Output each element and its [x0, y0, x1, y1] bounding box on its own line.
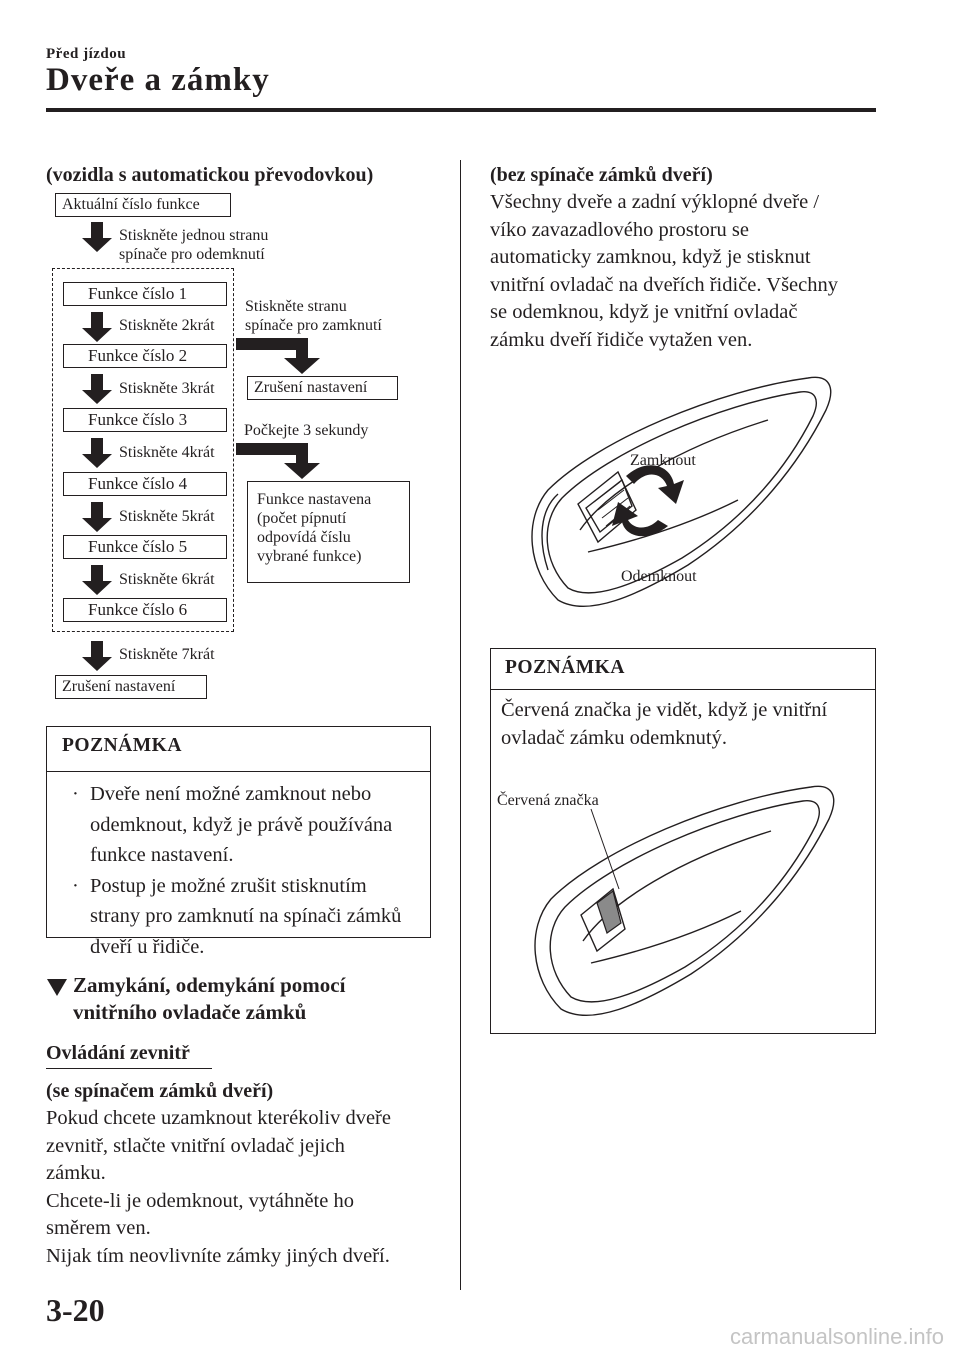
note-item [62, 779, 427, 871]
function-box-2: Funkce číslo 2 [63, 344, 227, 368]
with-switch-line-4: Chcete-li je odemknout, vytáhněte ho [46, 1189, 354, 1212]
with-switch-paragraph [46, 1105, 451, 1270]
sub-heading: Ovládání zevnitř [46, 1042, 190, 1064]
down-arrow-icon [82, 438, 112, 468]
note-heading: POZNÁMKA [62, 735, 182, 756]
auto-transmission-heading: (vozidla s automatickou převodovkou) [46, 164, 374, 186]
page-title: Dveře a zámky [46, 62, 270, 98]
section-heading-line-1: Zamykání, odemykání pomocí [73, 973, 346, 997]
note-divider-right [491, 689, 875, 690]
press-unlock-label [119, 226, 268, 264]
function-box-4: Funkce číslo 4 [63, 472, 227, 496]
press-5-label: Stiskněte 5krát [119, 508, 215, 525]
note-item [62, 871, 427, 963]
function-box-5: Funkce číslo 5 [63, 535, 227, 559]
without-switch-line-5: se odemknou, když je vnitřní ovladač [490, 301, 798, 323]
sub-heading-underline [46, 1068, 212, 1069]
function-box-3: Funkce číslo 3 [63, 408, 227, 432]
section-heading-line-2: vnitřního ovladače zámků [73, 1000, 307, 1024]
with-switch-heading: (se spínačem zámků dveří) [46, 1080, 274, 1102]
note-item-1-line-3: funkce nastavení. [90, 844, 234, 866]
down-arrow-icon [82, 502, 112, 532]
without-switch-heading: (bez spínače zámků dveří) [490, 164, 713, 186]
bent-arrow-icon [236, 443, 322, 479]
down-arrow-icon [82, 374, 112, 404]
door-handle-red-mark-illustration [521, 779, 861, 1019]
without-switch-paragraph [490, 189, 880, 354]
press-7-label: Stiskněte 7krát [119, 646, 215, 663]
without-switch-line-2: víko zavazadlového prostoru se [490, 218, 750, 241]
press-4-label: Stiskněte 4krát [119, 444, 215, 461]
press-lock-line-1: Stiskněte stranu [245, 298, 347, 315]
function-box-6: Funkce číslo 6 [63, 598, 227, 622]
with-switch-line-6: Nijak tím neovlivníte zámky jiných dveří. [46, 1244, 390, 1267]
without-switch-line-4: vnitřní ovladač na dveřích řidiče. Všechny [490, 273, 838, 296]
triangle-marker-icon [47, 979, 67, 997]
function-set-line-1: Funkce nastavena [257, 491, 372, 508]
page-number: 3-20 [46, 1292, 105, 1328]
note-item-2-line-3: dveří u řidiče. [90, 935, 205, 958]
note-item-2-line-2: strany pro zamknutí na spínači zámků [90, 905, 402, 927]
with-switch-line-1: Pokud chcete uzamknout kterékoliv dveře [46, 1107, 391, 1129]
down-arrow-icon [82, 222, 112, 252]
note-box-left [46, 726, 431, 958]
note-item-1-line-1: · Dveře není možné zamknout nebo [90, 783, 372, 805]
note-text-right [501, 697, 871, 752]
function-set-line-4: vybrané funkce) [257, 548, 362, 565]
with-switch-line-3: zámku. [46, 1162, 106, 1184]
press-3-label: Stiskněte 3krát [119, 380, 215, 397]
function-box-1: Funkce číslo 1 [63, 282, 227, 306]
note-item-1-line-2: odemknout, když je právě používána [90, 813, 393, 836]
lock-label: Zamknout [630, 452, 696, 469]
note-list [62, 779, 427, 962]
without-switch-line-6: zámku dveří řidiče vytažen ven. [490, 328, 753, 351]
note-heading-right: POZNÁMKA [505, 657, 625, 678]
title-divider [46, 108, 876, 112]
press-2-label: Stiskněte 2krát [119, 317, 215, 334]
section-label: Před jízdou [46, 46, 127, 62]
cancel-setting-box: Zrušení nastavení [55, 675, 207, 699]
red-mark-label: Červená značka [497, 792, 599, 809]
section-heading [73, 972, 345, 1026]
press-6-label: Stiskněte 6krát [119, 571, 215, 588]
note-right-line-1: Červená značka je vidět, když je vnitřní [501, 699, 828, 721]
note-right-line-2: ovladač zámku odemknutý. [501, 726, 728, 749]
with-switch-line-2: zevnitř, stlačte vnitřní ovladač jejich [46, 1134, 345, 1157]
without-switch-line-3: automaticky zamknou, když je stisknut [490, 246, 811, 268]
press-lock-line-2: spínače pro zamknutí [245, 317, 382, 334]
with-switch-line-5: směrem ven. [46, 1217, 151, 1239]
bent-arrow-icon [236, 338, 322, 374]
wait-label: Počkejte 3 sekundy [244, 422, 369, 439]
watermark: carmanualsonline.info [729, 1324, 944, 1349]
press-unlock-line-1: Stiskněte jednou stranu [119, 227, 269, 244]
note-item-2-line-1: · Postup je možné zrušit stisknutím [90, 874, 367, 897]
down-arrow-icon [82, 565, 112, 595]
cancel-setting-box-2: Zrušení nastavení [247, 376, 398, 400]
function-set-line-2: (počet pípnutí [257, 510, 347, 527]
note-divider [47, 771, 430, 772]
current-function-box: Aktuální číslo funkce [55, 193, 231, 217]
unlock-label: Odemknout [621, 568, 697, 585]
function-set-box [247, 481, 410, 583]
down-arrow-icon [82, 312, 112, 342]
note-box-right [490, 648, 876, 1034]
press-lock-label [245, 297, 382, 335]
press-unlock-line-2: spínače pro odemknutí [119, 246, 265, 263]
down-arrow-icon [82, 641, 112, 671]
column-divider [460, 160, 461, 1290]
without-switch-line-1: Všechny dveře a zadní výklopné dveře / [490, 191, 820, 213]
function-set-line-3: odpovídá číslu [257, 529, 351, 546]
